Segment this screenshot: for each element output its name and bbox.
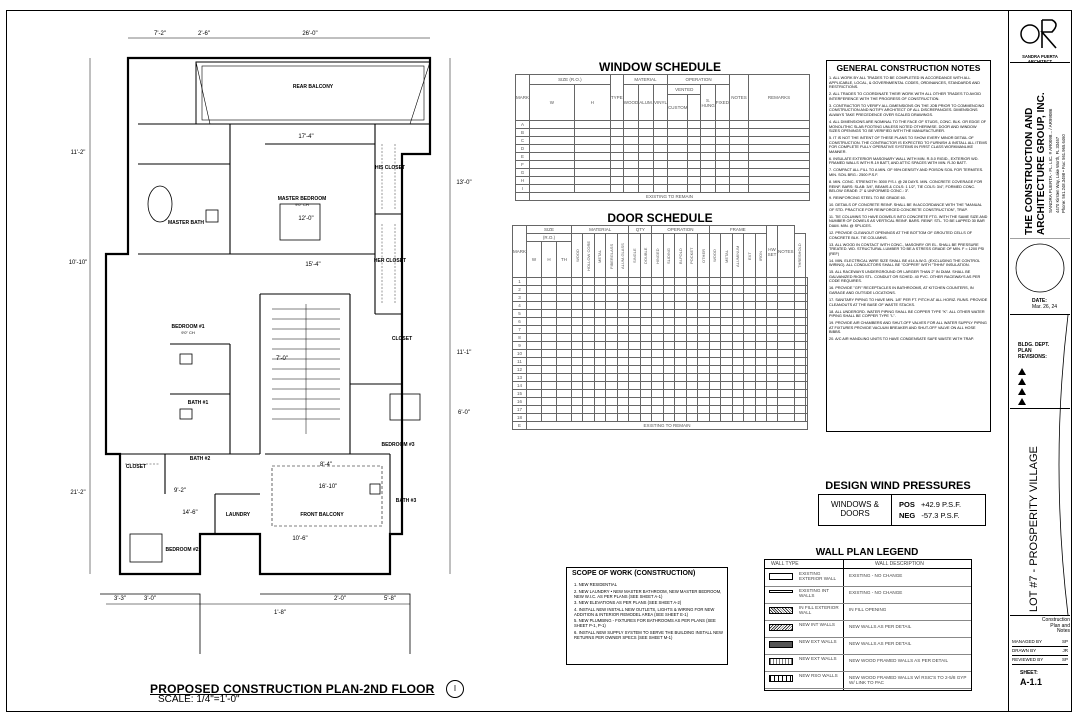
ds-row: [513, 310, 808, 318]
ds-row: [513, 286, 808, 294]
room-label-bedroom-2: BEDROOM #2: [165, 547, 199, 553]
ds-header-operation: OPERATION: [652, 226, 709, 234]
ds-row: [513, 406, 808, 414]
sheet-desc-line-1: Construction: [1041, 617, 1070, 623]
sheet-number: A-1.1: [1020, 677, 1043, 687]
ws-row-mark: B: [516, 129, 530, 137]
scope-of-work-title: SCOPE OF WORK (CONSTRUCTION): [572, 570, 696, 577]
ds-col-alum-glass: ALUM-GLASS: [617, 234, 628, 278]
window-schedule-title: WINDOW SCHEDULE: [599, 60, 721, 74]
roof-overhang: [100, 594, 200, 654]
ds-header-ro: (R.O.): [527, 234, 572, 242]
legend-swatch: [769, 658, 793, 665]
ds-row: [513, 294, 808, 302]
ds-col-hollow-core: HOLLOW CORE: [583, 234, 594, 278]
ds-row-mark: 15: [513, 390, 527, 398]
plan-title: PROPOSED CONSTRUCTION PLAN-2ND FLOOR: [150, 682, 435, 696]
legend-desc: NEW WOOD FRAMED WALLS AS PER DETAIL: [849, 658, 949, 663]
room-label-master-bath: MASTER BATH: [167, 220, 205, 226]
seal-placeholder: [1010, 238, 1070, 298]
dim-left-c: 11'-2": [70, 150, 86, 156]
ds-col-single: SINGLE: [629, 234, 640, 278]
room-label-master-bedroom: MASTER BEDROOM: [277, 196, 327, 202]
ds-row-mark: 8: [513, 334, 527, 342]
legend-type: NEW EXT WALLS: [799, 639, 837, 644]
room-label-her-closet: HER CLOSET: [373, 258, 407, 264]
door-schedule-table: [512, 225, 808, 430]
legend-row: [765, 637, 971, 655]
dim-inner-e: 9'-2": [174, 488, 186, 494]
legend-row: [765, 569, 971, 587]
dim-top-1: 7'-2": [154, 31, 166, 37]
ds-row: [513, 334, 808, 342]
legend-type: NEW INT WALLS: [799, 622, 835, 627]
ds-row-mark: 12: [513, 366, 527, 374]
ds-row-mark: 13: [513, 374, 527, 382]
dim-top-2: 2'-6": [198, 31, 210, 37]
room-label-laundry: LAUNDRY: [225, 512, 251, 518]
ds-col-frame-aluminum: ALUMINUM: [732, 234, 743, 278]
legend-swatch: [769, 675, 793, 682]
legend-row: [765, 620, 971, 638]
signoff-table: [1012, 638, 1068, 665]
managed-by-value: SP: [1061, 639, 1068, 644]
ds-row-mark: 6: [513, 318, 527, 326]
ds-row-mark: 11: [513, 358, 527, 366]
company-panel: [1010, 62, 1070, 239]
managed-by-label: MANAGED BY: [1012, 639, 1043, 644]
ds-row-mark: 7: [513, 326, 527, 334]
legend-row: [765, 586, 971, 604]
wall-legend-table: [764, 559, 972, 691]
window-schedule-table: [515, 74, 810, 201]
ws-row: [516, 169, 810, 177]
sheet-desc-line-3: Notes: [1056, 628, 1070, 634]
ws-row: [516, 153, 810, 161]
ws-header-vinyl: VINYL: [654, 85, 668, 121]
ds-row-mark: 9: [513, 342, 527, 350]
dim-inner-a: 17'-4": [298, 134, 314, 140]
ds-row-mark: 5: [513, 310, 527, 318]
company-address: 4470 Kirsten Way, Lake Worth, FL 33467: [1055, 136, 1060, 213]
project-name: LOT #7 - PROSPERITY VILLAGE: [1028, 446, 1040, 612]
ds-col-hinged: HINGED: [652, 234, 663, 278]
ds-row: [513, 366, 808, 374]
drawn-by-value: JR: [1062, 648, 1068, 653]
ds-col-metal: METAL: [594, 234, 605, 278]
ws-row: [516, 129, 810, 137]
general-note-item: 8. MIN. CONC. STRENGTH: 3000 P.S.I. @ 28 DAYS. MIN. CONCRETE COVERAGE FOR REINF. BARS: SLAB: 3/4", BEAMS & COLS: 1 1/2", TIE COLS: 3/4", FORMED CONC. BELOW GRADE: 2" & UNFORMED CONC.: 3".: [829, 180, 983, 194]
legend-desc: NEW WOOD FRAMED WALLS W/ RSIC'S TO 2-5/8 GYP W/ LINK TO PAC: [849, 675, 967, 685]
company-phone: Phone: 561.248.3498 • Fax: 561.965.6460: [1061, 134, 1066, 213]
ds-col-sliding: SLIDING: [663, 234, 674, 278]
legend-type: NEW RSO WALLS: [799, 673, 838, 678]
reviewed-by-label: REVIEWED BY: [1012, 657, 1044, 662]
ds-col-frame-ext: EXT: [744, 234, 755, 278]
general-note-item: 14. MIN. ELECTRICAL WIRE SIZE SHALL BE #14 A.W.G. (EXCLUDING THE CONTROL WIRING). ALL CONDUCTORS SHALL BE "COPPER" WITH "THHN" INSULATION.: [829, 258, 980, 268]
ds-header-th: TH: [557, 242, 572, 278]
general-note-item: 18. ALL UNDERGRD. WATER PIPING SHALL BE COPPER TYPE "K". ALL OTHER WATER PIPING SHALL BE COPPER TYPE "L".: [829, 309, 985, 319]
legend-type: EXISTING INT WALLS: [799, 588, 830, 598]
fixtures: [130, 186, 420, 562]
general-note-item: 11. TIE COLUMNS TO HAVE DOWELS INTO CONCRETE FTG. WITH THE SAME SIZE AND NUMBER OF DOWELS AS VERTICAL REINF. BARS. REINF. STL. TO BE LAPPED 30 BAR DIAM. MIN. @ SPLICES.: [829, 214, 988, 228]
legend-swatch: [769, 590, 793, 593]
general-note-item: 19. PROVIDE AIR CHAMBERS AND SHUT-OFF VALVES FOR ALL WATER SUPPLY PIPING AT FIXTURES PROVIDE VACUUM BREAKER AND SHUT-OFF VALVE ON ALL HOSE BIBBS.: [829, 321, 987, 335]
dim-left-a: 10'-10": [68, 260, 88, 266]
legend-col-type: WALL TYPE: [771, 561, 799, 567]
ds-row-mark: 3: [513, 294, 527, 302]
ds-col-double: DOUBLE: [640, 234, 651, 278]
scope-item: 5. NEW PLUMBING - FIXTURES FOR BATHROOMS AS PER PLANS (SEE SHEET P-1, P-1): [574, 618, 716, 629]
wind-pos-value: +42.9 P.S.F.: [920, 500, 962, 509]
dim-right-c: 6'-0": [458, 410, 470, 416]
ws-header-w: W: [530, 85, 575, 121]
company-name-line-1: THE CONSTRUCTION AND: [1024, 107, 1035, 235]
ds-row: [513, 382, 808, 390]
scope-item: 2. NEW LAUNDRY • NEW MASTER BATHROOM, NEW MASTER BEDROOM, NEW W.I.C. AS PER PLANS (SEE SHEET A-1): [574, 588, 722, 599]
general-note-item: 13. ALL WOOD IN CONTACT WITH CONC., MASONRY OR EL. SHALL BE PRESSURE TREATED. WD. STRUCTURAL LUMBER TO BE A STRESS GRADE OF MIN. F = 1200 PSI (REF): [829, 242, 985, 256]
ds-col-bifold: BI-FOLD: [675, 234, 686, 278]
ws-row-mark: I: [516, 185, 530, 193]
ws-row-mark: G: [516, 169, 530, 177]
ws-row-mark: D: [516, 145, 530, 153]
ds-header-notes: NOTES: [777, 226, 794, 278]
room-label-front-balcony: FRONT BALCONY: [300, 512, 344, 518]
legend-swatch: [769, 624, 793, 631]
general-note-item: 3. CONTRACTOR TO VERIFY ALL DIMENSIONS ON THE JOB PRIOR TO COMMENCING CONSTRUCTION AND NOTIFY ARCHITECT OF ALL DISCREPANCIES. DIMENSIONS ALWAYS TAKE PRECEDENCE OVER SCALED DRAWINGS.: [829, 103, 985, 117]
ws-header-vented: VENTED: [668, 85, 701, 95]
wind-row-label-2: DOORS: [840, 509, 870, 518]
legend-col-desc: WALL DESCRIPTION: [875, 561, 924, 567]
ds-header-frame: FRAME: [709, 226, 766, 234]
wall-legend-title: WALL PLAN LEGEND: [815, 547, 919, 558]
ws-row-mark: F: [516, 161, 530, 169]
ws-row: [516, 177, 810, 185]
ws-row-mark: H: [516, 177, 530, 185]
dim-bottom-b: 3'-0": [144, 596, 156, 602]
ws-row-mark: C: [516, 137, 530, 145]
scope-item: 3. NEW ELEVATIONS AS PER PLANS (SEE SHEET A-2): [574, 600, 682, 606]
dim-bottom-d: 2'-0": [334, 596, 346, 602]
ds-header-w: W: [527, 242, 542, 278]
general-note-item: 10. DETAILS OF CONCRETE REINF. SHALL BE IN ACCORDANCE WITH THE "MANUAL OF STD. PRACTICE FOR REINFORCED CONCRETE CONSTRUCTION", TRAP.: [829, 203, 982, 212]
general-note-item: 7. COMPACT ALL FILL TO A MIN. OF 95% DENSITY AND POISON SOIL FOR TERMITES. MIN. SOIL BRG.: 2500 P.S.F.: [829, 168, 984, 178]
legend-row: [765, 654, 971, 672]
general-note-item: 15. ALL RACEWAYS UNDERGROUND OR LARGER THAN 2" IN DIAM. SHALL BE GALVANIZED RIGID STL. CONDUIT OR SCHED. 40 PVC. OTHER RACEWAYS AS PER CODE REQUIRES.: [829, 270, 981, 284]
ds-row-mark: 1: [513, 278, 527, 286]
room-label-rear-balcony: REAR BALCONY: [292, 84, 334, 90]
general-note-item: 1. ALL WORK BY ALL TRADES TO BE COMPLETED IN ACCORDANCE WITH ALL APPLICABLE, LOCAL, & GOVERNMENTAL CODES, ORDINANCES, STANDARDS AND RESTRICTIONS.: [829, 76, 980, 90]
general-note-item: 5. IT IS NOT THE INTENT OF THESE PLANS TO SHOW EVERY MINOR DETAIL OF CONSTRUCTION. THE CONTRACTOR IS EXPECTED TO FURNISH & INSTALL ALL ITEMS FOR COMPLETE FULLY OPERATIVE SYSTEMS IN FIRST CLASS WORKMANLIKE MANNER.: [829, 136, 988, 154]
legend-desc: NEW WALLS AS PER DETAIL: [849, 641, 912, 646]
ds-col-threshold: THRESHOLD: [794, 234, 805, 278]
sheet-description: [1038, 618, 1070, 635]
ws-row: [516, 137, 810, 145]
floor-plan: [10, 14, 490, 674]
dim-top-3: 26'-0": [302, 31, 318, 37]
scope-item: 4. INSTALL NEW INSTALL NEW OUTLETS, LIGHTS & WIRING FOR NEW ADDITION & INTERIOR REMODEL AREA (SEE SHEET E-1): [574, 606, 715, 617]
ws-footer: EXISTING TO REMAIN: [530, 193, 810, 201]
ds-header-size: SIZE: [527, 226, 572, 234]
room-label-bath-2: BATH #2: [189, 456, 211, 462]
general-notes-list: [829, 76, 988, 344]
general-note-item: 4. ALL DIMENSIONS ARE NOMINAL TO THE FACE OF STUDS, CONC. BLK. OR EDGE OF MONOLITHIC SLAB FOOTING UNLESS NOTED OTHERWISE. DOOR AND WINDOW SIZES OPENINGS TO BE VERIFIED WITH THE MANUFACTURER.: [829, 119, 987, 134]
room-ceiling-master-bedroom: 9'0" CH: [295, 202, 309, 207]
ds-header-hwset: HW SET: [766, 226, 777, 278]
legend-type: EXISTING EXTERIOR WALL: [799, 571, 837, 581]
general-note-item: 6. INSULATE EXTERIOR MASONARY WALL WITH MIN. R-5.0 RIGID., EXTERIOR WD. FRAMED WALLS WITH R-19 BATT, AND ATTIC SPACES WITH MIN. R-30 BATT.: [829, 156, 979, 166]
legend-desc: IN FILL OPENING: [849, 607, 887, 612]
bldg-dept-revisions-label: BLDG. DEPT. PLAN REVISIONS:: [1018, 342, 1050, 360]
ws-header-s-hung: S. HUNG: [701, 85, 715, 121]
dimension-lines: [90, 38, 450, 604]
ds-row-mark: 10: [513, 350, 527, 358]
ds-col-frame-metal: METAL: [721, 234, 732, 278]
ds-header-qty: QTY: [629, 226, 652, 234]
ws-header-notes: NOTES: [730, 75, 749, 121]
dim-left-b: 21'-2": [70, 490, 86, 496]
ds-row-mark: 17: [513, 406, 527, 414]
logo-icon: [1010, 14, 1070, 54]
wind-row-label-1: WINDOWS &: [831, 500, 879, 509]
title-block-divider: [1008, 10, 1009, 712]
dim-right-b: 11'-1": [456, 350, 472, 356]
date-label: DATE:: [1032, 298, 1047, 304]
ds-row: [513, 318, 808, 326]
title-block-curve: [1010, 315, 1072, 615]
sheet-label: SHEET:: [1020, 670, 1038, 676]
ds-row-mark: 14: [513, 382, 527, 390]
general-note-item: 16. PROVIDE "GFI" RECEPTACLES IN BATHROOMS, AT KITCHEN COUNTERS, IN GARAGE AND OUTSIDE LOCATIONS.: [829, 286, 974, 296]
wind-pressures-title: DESIGN WIND PRESSURES: [825, 480, 971, 492]
dim-right-a: 13'-0": [456, 180, 472, 186]
ds-header-mark: MARK: [513, 226, 527, 278]
ds-header-h: H: [542, 242, 557, 278]
rear-balcony-outline: [196, 62, 430, 124]
dim-bottom-a: 3'-3": [114, 596, 126, 602]
ds-row-mark: 18: [513, 414, 527, 422]
ws-header-size: SIZE (R.O.): [530, 75, 611, 85]
ds-row: [513, 278, 808, 286]
legend-type: IN FILL EXTERIOR WALL: [799, 605, 839, 615]
general-note-item: 17. SANITARY PIPING TO HAVE MIN. 1/8" PER FT. PITCH AT ALL HORIZ. RUNS. PROVIDE CLEANOUTS AT THE BASE OF WASTE STACKS.: [829, 298, 988, 307]
door-schedule-title: DOOR SCHEDULE: [607, 211, 713, 225]
ds-header-material: MATERIAL: [572, 226, 629, 234]
ds-footer: EXISTING TO REMAIN: [527, 422, 808, 430]
room-label-his-closet: HIS CLOSET: [374, 165, 406, 171]
legend-desc: NEW WALLS AS PER DETAIL: [849, 624, 912, 629]
dim-inner-d: 16'-10": [318, 484, 338, 490]
ws-header-wood: WOOD: [623, 85, 639, 121]
dim-inner-f: 10'-6": [292, 536, 308, 542]
ws-header-alum: ALUM.: [639, 85, 654, 121]
general-notes-title: GENERAL CONSTRUCTION NOTES: [836, 63, 981, 73]
legend-row: [765, 603, 971, 621]
logo-caption: SANDRA PUERTA ARCHITECT: [1022, 54, 1058, 64]
company-license: SANDRA PUERTA - FL. LIC. # AR0098... / AR99086: [1048, 108, 1053, 213]
ds-row: [513, 414, 808, 422]
dim-inner-h: 7'-0": [276, 356, 288, 362]
wind-pos-label: POS: [899, 500, 915, 509]
ds-footer-mark: E: [513, 422, 527, 430]
ds-row-mark: 2: [513, 286, 527, 294]
ws-header-h: H: [574, 85, 610, 121]
ws-header-mark: MARK: [516, 75, 530, 121]
ds-col-frame-iron: IRON: [755, 234, 766, 278]
legend-swatch: [769, 607, 793, 614]
ds-row: [513, 350, 808, 358]
scope-of-work-list: [574, 582, 724, 642]
general-note-item: 12. PROVIDE CLEANOUT OPENINGS AT THE BOTTOM OF GROUTED CELLS OF CONCRETE BLK. TIE COLUMNS.: [829, 230, 973, 240]
roof-overhang-right: [260, 594, 410, 654]
general-note-item: 2. ALL TRADES TO COORDINATE THEIR WORK WITH ALL OTHER TRADES TO AVOID INTERFERENCE WITH THE PROGRESS OF CONSTRUCTION.: [829, 92, 982, 101]
ds-col-pocket: POCKET: [686, 234, 697, 278]
legend-type: NEW EXT WALLS: [799, 656, 837, 661]
dim-inner-g: 14'-6": [182, 510, 198, 516]
dim-inner-c: 15'-4": [305, 262, 321, 268]
ds-row: [513, 358, 808, 366]
drawn-by-label: DRAWN BY: [1012, 648, 1037, 653]
reviewed-by-value: SP: [1061, 657, 1068, 662]
legend-swatch: [769, 573, 793, 580]
scope-item: 1. NEW RESIDENTIAL: [574, 582, 618, 587]
ws-header-remarks: REMARKS: [749, 75, 810, 121]
date-value: Mar. 26, 24: [1032, 304, 1058, 310]
ws-row-mark: E: [516, 153, 530, 161]
stairs: [272, 304, 340, 434]
dim-bottom-c: 5'-8": [384, 596, 396, 602]
sheet-desc-line-2: Plan and: [1050, 622, 1070, 629]
ds-row: [513, 374, 808, 382]
plan-scale: SCALE: 1/4"=1'-0": [158, 694, 240, 705]
dim-inner-b: 12'-0": [298, 216, 314, 222]
legend-swatch: [769, 641, 793, 648]
ds-row-mark: 16: [513, 398, 527, 406]
ws-row: [516, 161, 810, 169]
wind-pressures-table: [818, 494, 986, 526]
general-note-item: 9. REINFORCING STEEL TO BE GRADE 60.: [829, 196, 906, 201]
ds-col-wood: WOOD: [572, 234, 583, 278]
ws-header-material: MATERIAL: [623, 75, 667, 85]
legend-desc: EXISTING - NO CHANGE: [849, 573, 903, 578]
ws-header-type: TYPE: [610, 75, 623, 121]
ws-header-custom: CUSTOM: [668, 95, 688, 121]
ws-row: [516, 185, 810, 193]
ds-col-frame-wood: WOOD: [709, 234, 720, 278]
ds-col-fiberglass: FIBERGLASS: [606, 234, 617, 278]
dim-bottom-e: 1'-8": [274, 610, 286, 616]
north-arrow-icon: I: [446, 680, 464, 698]
company-name-line-2: ARCHITECTURE GROUP, INC.: [1036, 92, 1047, 235]
ws-header-operation: OPERATION: [668, 75, 730, 85]
ws-header-fixed: FIXED: [715, 85, 729, 121]
room-ceiling-bedroom-1: 9'0" CH: [181, 330, 195, 335]
general-note-item: 20. A/C AIR HANDLING UNITS TO HAVE CONDENSATE SAFE WASTE WITH TRAP.: [829, 337, 975, 342]
ws-row: [516, 121, 810, 129]
room-label-bedroom-3: BEDROOM #3: [381, 442, 415, 448]
ds-row: [513, 326, 808, 334]
wind-neg-label: NEG: [899, 511, 916, 520]
wind-neg-value: -57.3 P.S.F.: [921, 511, 960, 520]
room-label-closet-left: CLOSET: [125, 464, 147, 470]
ds-row-mark: 4: [513, 302, 527, 310]
room-label-bath-3: BATH #3: [395, 498, 417, 504]
legend-desc: EXISTING - NO CHANGE: [849, 590, 903, 595]
exterior-walls: [106, 58, 430, 574]
ds-row: [513, 390, 808, 398]
ds-row: [513, 302, 808, 310]
legend-row: [765, 671, 971, 689]
room-label-bedroom-1: BEDROOM #1: [171, 324, 205, 330]
ws-row-mark: A: [516, 121, 530, 129]
room-label-closet-right: CLOSET: [391, 336, 413, 342]
dim-inner-i: 8'-4": [320, 462, 332, 468]
ds-row: [513, 398, 808, 406]
ws-row: [516, 145, 810, 153]
room-label-bath-1: BATH #1: [187, 400, 209, 406]
ds-row: [513, 342, 808, 350]
scope-item: 6. INSTALL NEW SUPPLY SYSTEM TO SERVE THE BUILDING INSTALL NEW RETURNS PER OWNER SPECS (SEE SHEET M-1): [574, 629, 723, 640]
ds-col-other: OTHER: [698, 234, 709, 278]
